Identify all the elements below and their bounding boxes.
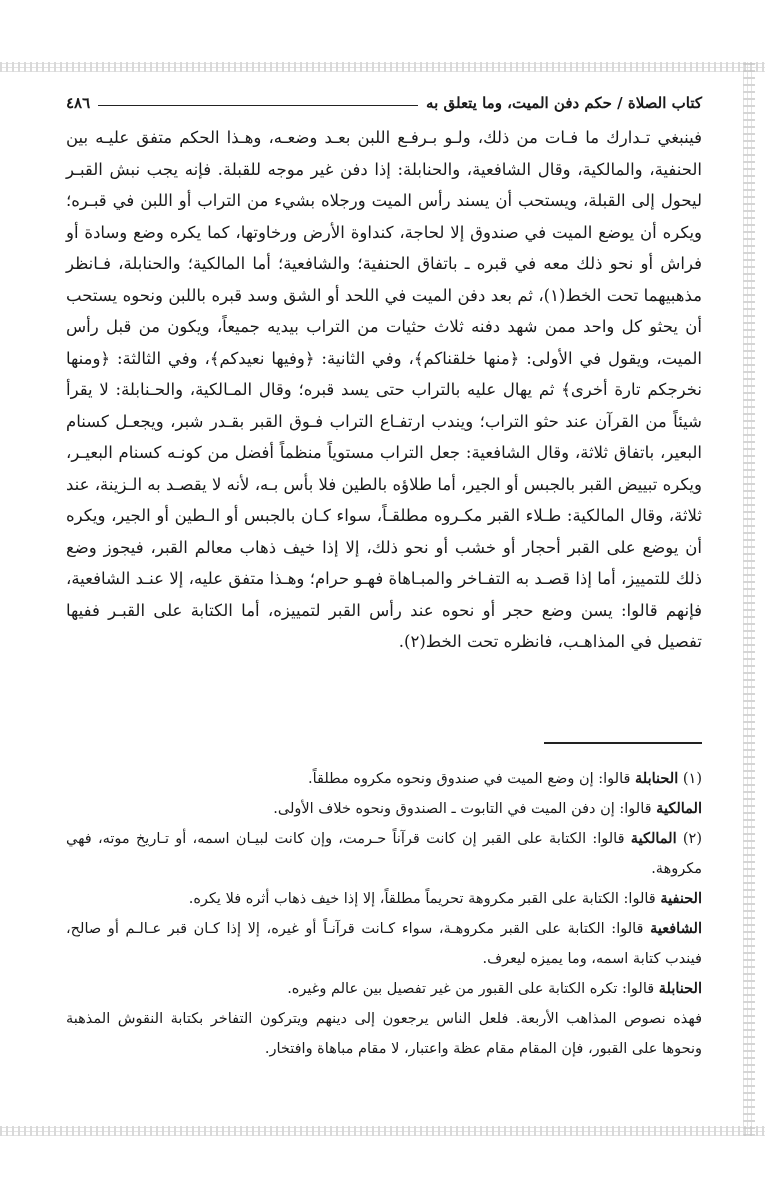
footnote-school: الشافعية — [650, 919, 702, 937]
page-number: ٤٨٦ — [66, 94, 91, 112]
footnote-1-entry-2 — [66, 794, 702, 824]
footnote-school: المالكية — [630, 829, 677, 847]
page-title: كتاب الصلاة / حكم دفن الميت، وما يتعلق به — [426, 94, 702, 112]
footnote-number: (١) — [682, 770, 702, 787]
main-text — [66, 122, 702, 658]
footnote-number: (٢) — [682, 830, 703, 847]
running-header — [66, 86, 702, 112]
footnote-school: الحنابلة — [635, 769, 679, 787]
footnote-2 — [66, 824, 702, 884]
footnote-school: الحنابلة — [658, 979, 702, 997]
footnote-2-entry-2 — [66, 884, 702, 914]
footnote-school: المالكية — [656, 799, 702, 817]
footnote-text: قالوا: إن وضع الميت في صندوق ونحوه مكروه مطلقاً. — [307, 770, 631, 787]
footnote-text: قالوا: الكتابة على القبر مكروهـة، سواء كـانت قرآنـاً أو غيره، إلا إذا كـان قبر عـالـم أو صالح، فيندب كتابة اسمه، وما يميزه ليعرف. — [66, 920, 702, 967]
footnotes — [66, 764, 702, 1064]
top-ornamental-border — [0, 62, 765, 72]
footnote-school: الحنفية — [660, 889, 702, 907]
footnote-2-entry-4 — [66, 974, 702, 1004]
footnote-text: قالوا: الكتابة على القبر مكروهة تحريماً مطلقاً، إلا إذا خيف ذهاب أثره فلا يكره. — [188, 890, 656, 907]
footnote-text: فهذه نصوص المذاهب الأربعة. فلعل الناس يرجعون إلى دينهم ويتركون التفاخر بكتابة النقوش المذهبة ونحوها على القبور، فإن المقام مقام عظة واعتبار، لا مقام مباهاة وافتخار. — [66, 1010, 702, 1057]
header-rule — [98, 105, 418, 106]
footnote-divider — [544, 742, 702, 744]
footnote-text: قالوا: الكتابة على القبر إن كانت قرآناً حـرمت، وإن كانت لبيـان اسمه، أو تـاريخ موته، فهي مكروهة. — [66, 830, 702, 877]
main-paragraph: فينبغي تـدارك ما فـات من ذلك، ولـو بـرفـع اللبن بعـد وضعـه، وهـذا الحكم متفق عليـه بين الحنفية، والمالكية، وقال الشافعية، والحنابلة: إذا دفن غير موجه للقبلة. فإنه يجب نبش القبـر ليحول إلى القبلة، ويستحب أن يسند رأس الميت ورجلاه بشيء من التراب أو اللبن في قبـره؛ ويكره أن يوضع الميت في صندوق إلا لحاجة، كنداوة الأرض ورخاوتها، كما يكره وضع وسادة أو فراش أو نحو ذلك معه في قبره ـ باتفاق الحنفية؛ والشافعية؛ أما المالكية؛ والحنابلة، فـانظر مذهبيهما تحت الخط(١)، ثم بعد دفن الميت في اللحد أو الشق وسد قبره باللبن ونحوه يستحب أن يحثو كل واحد ممن شهد دفنه ثلاث حثيات من التراب بيديه جميعاً، ويكون من قبل رأس الميت، ويقول في الأولى: ﴿منها خلقناكم﴾، وفي الثانية: ﴿وفيها نعيدكم﴾، وفي الثالثة: ﴿ومنها نخرجكم تارة أخرى﴾ ثم يهال عليه بالتراب حتى يسد قبره؛ وقال المـالكية، والحـنابلة: لا يقرأ شيئاً من القرآن عند حثو التراب؛ ويندب ارتفـاع التراب فـوق القبر بقـدر شبر، ويجعـل كسنام البعير، باتفاق ثلاثة، وقال الشافعية: جعل التراب مستوياً منظماً أفضل من كونـه كسنام البعيـر، ويكره تبييض القبر بالجبس أو الجير، أما طلاؤه بالطين فلا بأس بـه، لأنه لا يقصـد به الـزينة، عند ثلاثة، وقال المالكية: طـلاء القبر مكـروه مطلقـاً، سواء كـان بالجبس أو الـطين أو الجير، ويكره أن يوضع على القبر أحجار أو خشب أو نحو ذلك، إلا إذا خيف ذهاب معالم القبر، فيجوز وضع ذلك للتمييز، أما إذا قصـد به التفـاخر والمبـاهاة فهـو حرام؛ وهـذا متفق عليه، إلا عنـد الشافعية، فإنهم قالوا: يسن وضع حجر أو نحوه عند رأس القبر لتمييزه، أما الكتابة على القبـر ففيها تفصيل في المذاهـب، فانظره تحت الخط(٢). — [66, 128, 702, 651]
footnote-1 — [66, 764, 702, 794]
bottom-ornamental-border — [0, 1126, 765, 1136]
footnote-text: قالوا: تكره الكتابة على القبور من غير تفصيل بين عالم وغيره. — [287, 980, 655, 997]
book-page — [66, 86, 702, 1064]
right-ornamental-border — [743, 62, 755, 1136]
footnote-2-entry-3 — [66, 914, 702, 974]
footnote-conclusion — [66, 1004, 702, 1064]
footnote-text: قالوا: إن دفن الميت في التابوت ـ الصندوق ونحوه خلاف الأولى. — [273, 800, 652, 817]
